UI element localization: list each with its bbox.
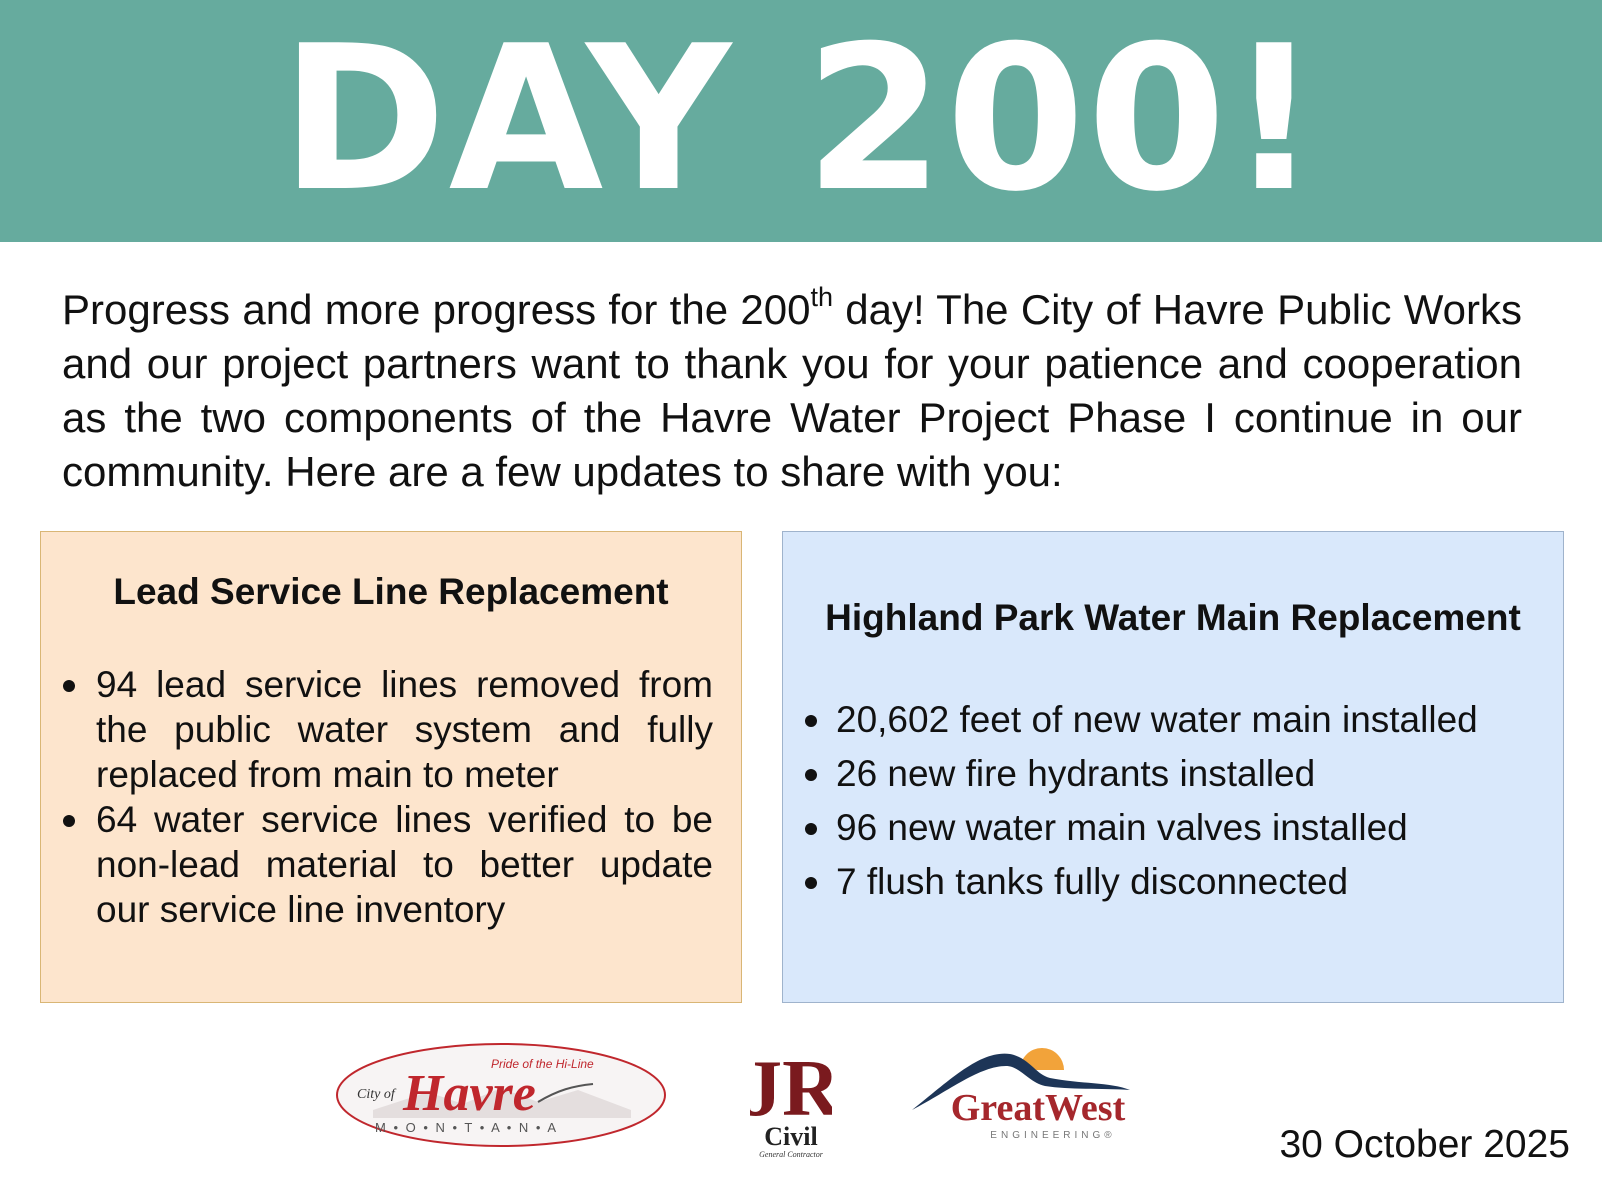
city-of-havre-logo [333, 1040, 669, 1150]
svg-text:Havre: Havre [403, 1065, 536, 1122]
intro-ordinal-suffix: th [810, 282, 833, 312]
svg-text:GreatWest: GreatWest [950, 1087, 1126, 1129]
svg-text:City of: City of [357, 1087, 395, 1102]
svg-text:General Contractor: General Contractor [759, 1150, 823, 1159]
lead-service-line-panel [40, 531, 742, 1003]
svg-text:Pride of the Hi-Line: Pride of the Hi-Line [491, 1057, 594, 1071]
intro-paragraph [62, 283, 1522, 499]
date-label: 30 October 2025 [1279, 1123, 1570, 1166]
panel-title: Highland Park Water Main Replacement [825, 597, 1521, 638]
list-item: 96 new water main valves installed [836, 801, 1556, 855]
banner [0, 0, 1602, 242]
list-item: 94 lead service lines removed from the public water system and fully replaced from main to meter [96, 664, 713, 795]
panel-title: Lead Service Line Replacement [113, 571, 669, 612]
svg-text:ENGINEERING®: ENGINEERING® [990, 1130, 1116, 1141]
jr-civil-logo [750, 1033, 832, 1163]
bullet-list [836, 693, 1556, 909]
bullet-list [96, 662, 713, 932]
svg-text:JR: JR [750, 1045, 832, 1133]
water-main-panel [782, 531, 1564, 1003]
svg-text:M • O • N • T • A • N • A: M • O • N • T • A • N • A [375, 1120, 559, 1135]
list-item: 64 water service lines verified to be non-lead material to better update our service line inventory [96, 799, 713, 930]
list-item: 20,602 feet of new water main installed [836, 693, 1556, 747]
intro-text-start: Progress and more progress for the 200 [62, 286, 811, 333]
intro-text-end: day! The City of Havre Public Works and our project partners want to thank you for your patience and cooperation as the two components of the Havre Water Project Phase I continue in our community. Here are a few updates to share with you: [62, 286, 1522, 495]
svg-text:Civil: Civil [764, 1122, 818, 1151]
banner-title: DAY 200! [280, 3, 1322, 236]
greatwest-engineering-logo [910, 1040, 1168, 1150]
list-item: 26 new fire hydrants installed [836, 747, 1556, 801]
list-item: 7 flush tanks fully disconnected [836, 855, 1556, 909]
